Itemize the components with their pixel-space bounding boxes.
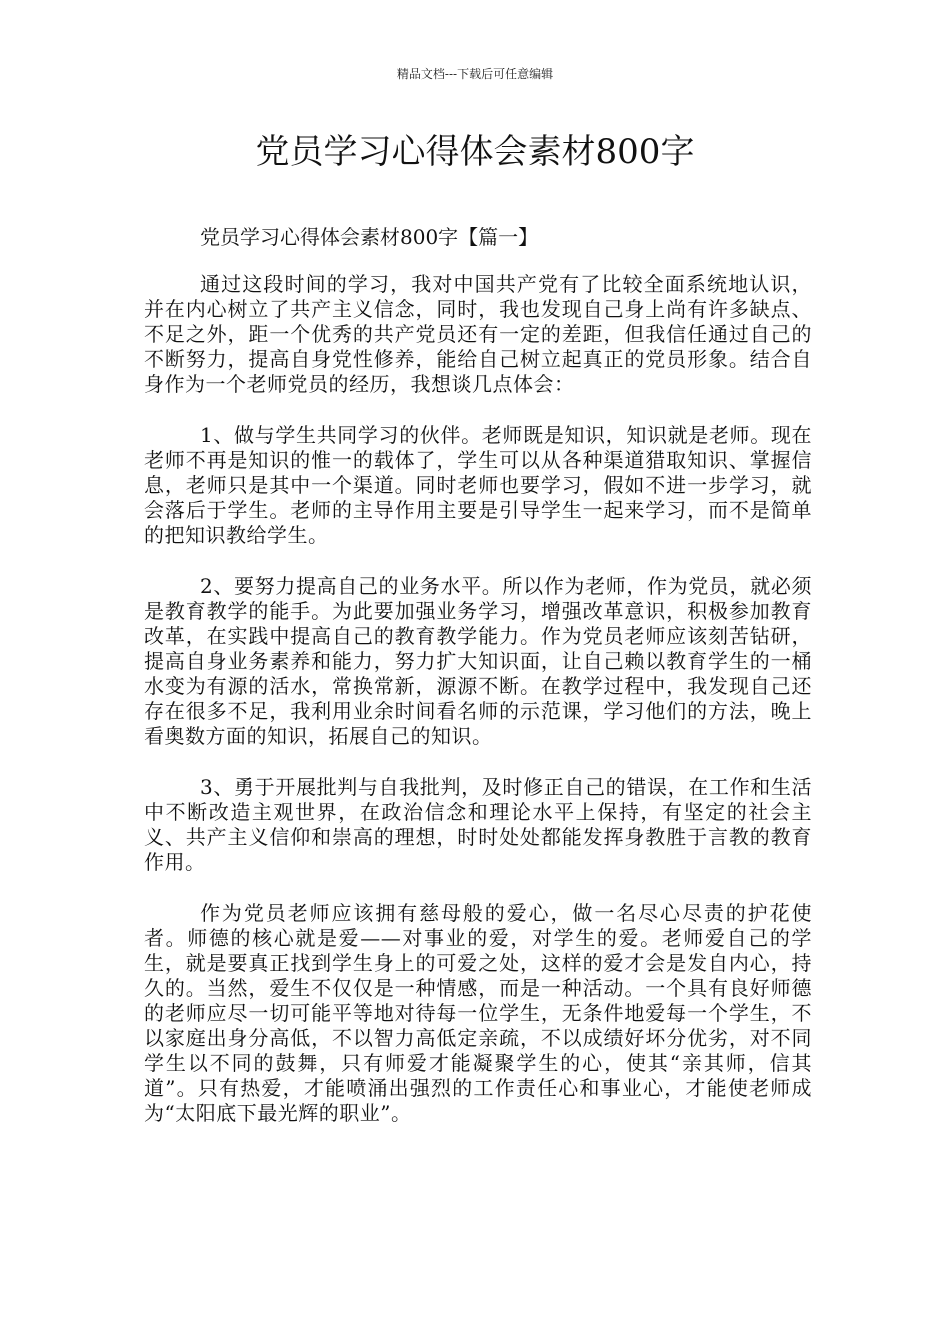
heading-spacer [144, 252, 812, 272]
paragraph-point-3: 3、勇于开展批判与自我批判，及时修正自己的错误，在工作和生活中不断改造主观世界，在政治信念和理论水平上保持，有坚定的社会主义、共产主义信仰和崇高的理想，时时处处都能发挥身教胜于言教的教育作用。 [144, 775, 812, 874]
section-heading: 党员学习心得体会素材800字【篇一】 [200, 225, 539, 249]
header-note: 精品文档---下载后可任意编辑 [396, 67, 554, 81]
document-body [144, 222, 812, 1126]
paragraph-intro: 通过这段时间的学习，我对中国共产党有了比较全面系统地认识，并在内心树立了共产主义信念，同时，我也发现自己身上尚有许多缺点、不足之外，距一个优秀的共产党员还有一定的差距，但我信任通过自己的不断努力，提高自身党性修养，能给自己树立起真正的党员形象。结合自身作为一个老师党员的经历，我想谈几点体会： [144, 272, 812, 396]
document-title: 党员学习心得体会素材800字 [255, 132, 695, 172]
paragraph-point-1: 1、做与学生共同学习的伙伴。老师既是知识，知识就是老师。现在老师不再是知识的惟一的载体了，学生可以从各种渠道猎取知识、掌握信息，老师只是其中一个渠道。同时老师也要学习，假如不进一步学习，就会落后于学生。老师的主导作用主要是引导学生一起来学习，而不是简单的把知识教给学生。 [144, 423, 812, 547]
paragraph-point-2: 2、要努力提高自己的业务水平。所以作为老师，作为党员，就必须是教育教学的能手。为此要加强业务学习，增强改革意识，积极参加教育改革，在实践中提高自己的教育教学能力。作为党员老师应该刻苦钻研，提高自身业务素养和能力，努力扩大知识面，让自己赖以教育学生的一桶水变为有源的活水，常换常新，源源不断。在教学过程中，我发现自己还存在很多不足，我利用业余时间看名师的示范课，学习他们的方法，晚上看奥数方面的知识，拓展自己的知识。 [144, 574, 812, 748]
paragraph-teacher-love: 作为党员老师应该拥有慈母般的爱心，做一名尽心尽责的护花使者。师德的核心就是爱——对事业的爱，对学生的爱。老师爱自己的学生，就是要真正找到学生身上的可爱之处，这样的爱才会是发自内心，持久的。当然，爱生不仅仅是一种情感，而是一种活动。一个具有良好师德的老师应尽一切可能平等地对待每一位学生，无条件地爱每一个学生，不以家庭出身分高低，不以智力高低定亲疏，不以成绩好坏分优劣，对不同学生以不同的鼓舞，只有师爱才能凝聚学生的心，使其“亲其师，信其道”。只有热爱，才能喷涌出强烈的工作责任心和事业心，才能使老师成为“太阳底下最光辉的职业”。 [144, 901, 812, 1125]
